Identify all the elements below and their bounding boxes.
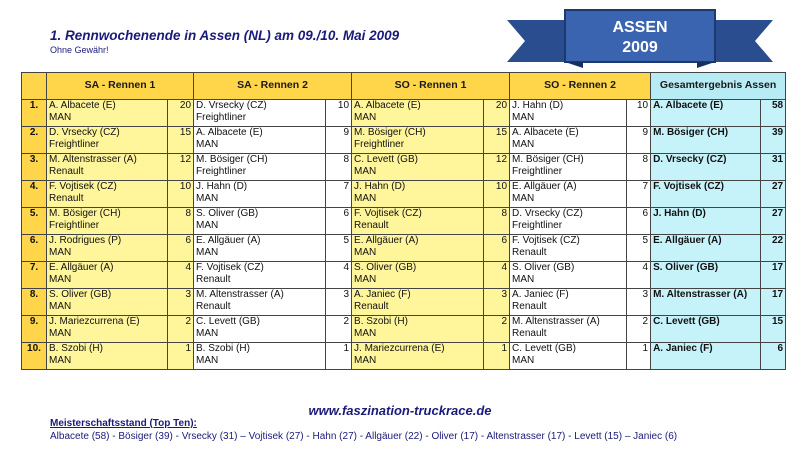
table-row (22, 289, 786, 316)
team-name: Renault (196, 273, 231, 285)
points-cell-so2: 10 (627, 100, 651, 127)
team-name: MAN (196, 192, 219, 204)
driver-name: J. Mariezcurrena (E) (49, 316, 140, 327)
team-name: MAN (196, 219, 219, 231)
total-points-cell: 27 (761, 181, 786, 208)
total-driver-cell: E. Allgäuer (A) (651, 235, 761, 262)
standings-heading: Meisterschaftsstand (Top Ten): (50, 418, 197, 429)
driver-name: M. Altenstrasser (A) (196, 289, 284, 300)
driver-cell-sa1 (47, 127, 168, 154)
table-row (22, 262, 786, 289)
team-name: Freightliner (49, 138, 100, 150)
driver-cell-so1 (352, 316, 484, 343)
total-points-cell: 27 (761, 208, 786, 235)
points-cell-sa2: 2 (326, 316, 352, 343)
points-cell-so1: 1 (484, 343, 510, 370)
points-cell-so1: 2 (484, 316, 510, 343)
team-name: Renault (512, 300, 547, 312)
rank-cell: 1. (22, 100, 47, 127)
points-cell-sa1: 10 (168, 181, 194, 208)
col-header-so-race2: SO - Rennen 2 (510, 73, 651, 100)
driver-cell-so2 (510, 289, 627, 316)
total-driver-cell: C. Levett (GB) (651, 316, 761, 343)
driver-cell-so1 (352, 343, 484, 370)
driver-name: B. Szobi (H) (196, 343, 250, 354)
driver-name: F. Vojtisek (CZ) (49, 181, 117, 192)
driver-name: J. Hahn (D) (354, 181, 406, 192)
team-name: MAN (512, 273, 535, 285)
points-cell-so2: 7 (627, 181, 651, 208)
driver-name: F. Vojtisek (CZ) (354, 208, 422, 219)
driver-name: A. Albacete (E) (354, 100, 421, 111)
driver-cell-sa2 (194, 100, 326, 127)
points-cell-so2: 3 (627, 289, 651, 316)
driver-name: B. Szobi (H) (354, 316, 408, 327)
points-cell-sa2: 4 (326, 262, 352, 289)
driver-cell-sa2 (194, 316, 326, 343)
table-row (22, 127, 786, 154)
rank-cell: 2. (22, 127, 47, 154)
total-driver-cell: S. Oliver (GB) (651, 262, 761, 289)
driver-name: D. Vrsecky (CZ) (512, 208, 583, 219)
total-driver-cell: J. Hahn (D) (651, 208, 761, 235)
table-header-row (22, 73, 786, 100)
disclaimer: Ohne Gewähr! (50, 45, 109, 55)
team-name: Freightliner (354, 138, 405, 150)
team-name: MAN (49, 354, 72, 366)
points-cell-sa2: 8 (326, 154, 352, 181)
driver-name: S. Oliver (GB) (196, 208, 259, 219)
driver-name: A. Janiec (F) (354, 289, 411, 300)
rank-cell: 3. (22, 154, 47, 181)
table-row (22, 235, 786, 262)
driver-name: C. Levett (GB) (354, 154, 418, 165)
driver-cell-so2 (510, 181, 627, 208)
points-cell-sa1: 3 (168, 289, 194, 316)
results-table (21, 72, 786, 370)
team-name: Freightliner (196, 165, 247, 177)
total-points-cell: 6 (761, 343, 786, 370)
points-cell-so2: 1 (627, 343, 651, 370)
banner-year: 2009 (622, 39, 658, 56)
team-name: MAN (49, 273, 72, 285)
total-driver-cell: F. Vojtisek (CZ) (651, 181, 761, 208)
driver-name: J. Rodrigues (P) (49, 235, 122, 246)
col-header-sa-race2: SA - Rennen 2 (194, 73, 352, 100)
points-cell-sa2: 3 (326, 289, 352, 316)
driver-cell-sa2 (194, 127, 326, 154)
points-cell-so2: 8 (627, 154, 651, 181)
points-cell-sa2: 9 (326, 127, 352, 154)
rank-cell: 10. (22, 343, 47, 370)
driver-cell-sa2 (194, 262, 326, 289)
team-name: Renault (354, 300, 389, 312)
driver-cell-so2 (510, 208, 627, 235)
page-title: 1. Rennwochenende in Assen (NL) am 09./10. Mai 2009 (50, 28, 400, 43)
table-row (22, 181, 786, 208)
points-cell-so2: 4 (627, 262, 651, 289)
rank-cell: 5. (22, 208, 47, 235)
driver-cell-so2 (510, 127, 627, 154)
team-name: MAN (354, 327, 377, 339)
driver-name: A. Janiec (F) (512, 289, 569, 300)
points-cell-sa1: 8 (168, 208, 194, 235)
driver-cell-sa1 (47, 316, 168, 343)
driver-name: F. Vojtisek (CZ) (512, 235, 580, 246)
total-driver-cell: A. Janiec (F) (651, 343, 761, 370)
driver-name: F. Vojtisek (CZ) (196, 262, 264, 273)
points-cell-sa2: 5 (326, 235, 352, 262)
rank-header (22, 73, 47, 100)
driver-cell-so1 (352, 181, 484, 208)
driver-cell-so1 (352, 100, 484, 127)
driver-cell-sa1 (47, 235, 168, 262)
points-cell-sa1: 20 (168, 100, 194, 127)
rank-cell: 7. (22, 262, 47, 289)
total-points-cell: 58 (761, 100, 786, 127)
team-name: MAN (354, 246, 377, 258)
driver-name: S. Oliver (GB) (49, 289, 112, 300)
driver-cell-so2 (510, 316, 627, 343)
driver-cell-sa2 (194, 154, 326, 181)
driver-name: M. Altenstrasser (A) (49, 154, 137, 165)
team-name: MAN (354, 192, 377, 204)
banner-city: ASSEN (612, 19, 668, 36)
points-cell-so2: 6 (627, 208, 651, 235)
team-name: MAN (49, 246, 72, 258)
driver-cell-sa2 (194, 208, 326, 235)
team-name: MAN (196, 354, 219, 366)
points-cell-so1: 4 (484, 262, 510, 289)
driver-cell-so2 (510, 262, 627, 289)
team-name: MAN (512, 192, 535, 204)
driver-name: J. Hahn (D) (196, 181, 248, 192)
driver-name: D. Vrsecky (CZ) (196, 100, 267, 111)
driver-cell-sa1 (47, 343, 168, 370)
total-driver-cell: D. Vrsecky (CZ) (651, 154, 761, 181)
banner-ribbon-shape (495, 6, 785, 70)
driver-name: J. Hahn (D) (512, 100, 564, 111)
driver-cell-sa1 (47, 289, 168, 316)
team-name: MAN (512, 111, 535, 123)
driver-cell-sa2 (194, 235, 326, 262)
rank-cell: 4. (22, 181, 47, 208)
points-cell-sa1: 2 (168, 316, 194, 343)
driver-name: E. Allgäuer (A) (196, 235, 261, 246)
points-cell-so1: 15 (484, 127, 510, 154)
team-name: MAN (196, 138, 219, 150)
team-name: MAN (354, 354, 377, 366)
team-name: Renault (512, 246, 547, 258)
driver-name: M. Bösiger (CH) (354, 127, 426, 138)
driver-name: E. Allgäuer (A) (354, 235, 419, 246)
col-header-so-race1: SO - Rennen 1 (352, 73, 510, 100)
team-name: Renault (512, 327, 547, 339)
team-name: MAN (512, 354, 535, 366)
table-row (22, 208, 786, 235)
team-name: MAN (354, 165, 377, 177)
website-link[interactable]: www.faszination-truckrace.de (308, 403, 492, 418)
points-cell-so1: 10 (484, 181, 510, 208)
points-cell-sa1: 12 (168, 154, 194, 181)
points-cell-so1: 12 (484, 154, 510, 181)
rank-cell: 6. (22, 235, 47, 262)
driver-cell-sa1 (47, 262, 168, 289)
driver-cell-so1 (352, 208, 484, 235)
driver-name: A. Albacete (E) (196, 127, 263, 138)
driver-name: J. Mariezcurrena (E) (354, 343, 445, 354)
points-cell-sa2: 7 (326, 181, 352, 208)
driver-name: S. Oliver (GB) (512, 262, 575, 273)
driver-name: E. Allgäuer (A) (512, 181, 577, 192)
driver-name: M. Bösiger (CH) (512, 154, 584, 165)
driver-name: M. Altenstrasser (A) (512, 316, 600, 327)
team-name: MAN (354, 273, 377, 285)
team-name: Freightliner (512, 219, 563, 231)
team-name: MAN (512, 138, 535, 150)
points-cell-so1: 8 (484, 208, 510, 235)
total-points-cell: 39 (761, 127, 786, 154)
driver-cell-so2 (510, 235, 627, 262)
driver-cell-sa1 (47, 208, 168, 235)
driver-name: B. Szobi (H) (49, 343, 103, 354)
table-row (22, 154, 786, 181)
team-name: MAN (196, 246, 219, 258)
team-name: Freightliner (196, 111, 247, 123)
points-cell-so1: 20 (484, 100, 510, 127)
team-name: MAN (49, 300, 72, 312)
total-driver-cell: M. Bösiger (CH) (651, 127, 761, 154)
team-name: Renault (196, 300, 231, 312)
driver-cell-sa1 (47, 154, 168, 181)
points-cell-so1: 6 (484, 235, 510, 262)
table-row (22, 100, 786, 127)
col-header-sa-race1: SA - Rennen 1 (47, 73, 194, 100)
driver-cell-so2 (510, 343, 627, 370)
total-points-cell: 15 (761, 316, 786, 343)
total-points-cell: 17 (761, 289, 786, 316)
total-points-cell: 17 (761, 262, 786, 289)
points-cell-sa1: 4 (168, 262, 194, 289)
total-points-cell: 31 (761, 154, 786, 181)
team-name: Renault (354, 219, 389, 231)
driver-name: A. Albacete (E) (49, 100, 116, 111)
driver-cell-so1 (352, 127, 484, 154)
total-points-cell: 22 (761, 235, 786, 262)
team-name: Freightliner (49, 219, 100, 231)
driver-cell-so1 (352, 262, 484, 289)
driver-cell-sa1 (47, 100, 168, 127)
table-row (22, 316, 786, 343)
points-cell-sa2: 1 (326, 343, 352, 370)
team-name: MAN (196, 327, 219, 339)
points-cell-so2: 9 (627, 127, 651, 154)
assen-banner (495, 6, 785, 70)
driver-cell-sa1 (47, 181, 168, 208)
driver-cell-sa2 (194, 181, 326, 208)
team-name: Renault (49, 165, 84, 177)
driver-name: D. Vrsecky (CZ) (49, 127, 120, 138)
points-cell-sa1: 6 (168, 235, 194, 262)
driver-cell-so2 (510, 154, 627, 181)
driver-cell-so1 (352, 235, 484, 262)
driver-cell-sa2 (194, 289, 326, 316)
col-header-total: Gesamtergebnis Assen (651, 73, 786, 100)
table-row (22, 343, 786, 370)
driver-name: E. Allgäuer (A) (49, 262, 114, 273)
points-cell-so1: 3 (484, 289, 510, 316)
driver-cell-so1 (352, 154, 484, 181)
total-driver-cell: A. Albacete (E) (651, 100, 761, 127)
team-name: MAN (49, 327, 72, 339)
team-name: MAN (49, 111, 72, 123)
driver-cell-so2 (510, 100, 627, 127)
rank-cell: 9. (22, 316, 47, 343)
points-cell-sa1: 15 (168, 127, 194, 154)
rank-cell: 8. (22, 289, 47, 316)
driver-name: A. Albacete (E) (512, 127, 579, 138)
team-name: MAN (354, 111, 377, 123)
points-cell-sa2: 10 (326, 100, 352, 127)
driver-name: S. Oliver (GB) (354, 262, 417, 273)
driver-cell-sa2 (194, 343, 326, 370)
driver-cell-so1 (352, 289, 484, 316)
standings-list: Albacete (58) - Bösiger (39) - Vrsecky (31) – Vojtisek (27) - Hahn (27) - Allgäuer (22) - Oliver (17) - Altenstrasser (17) - Levett (15) – Janiec (6) (50, 431, 678, 442)
points-cell-so2: 5 (627, 235, 651, 262)
team-name: Freightliner (512, 165, 563, 177)
driver-name: C. Levett (GB) (196, 316, 260, 327)
points-cell-sa2: 6 (326, 208, 352, 235)
points-cell-so2: 2 (627, 316, 651, 343)
points-cell-sa1: 1 (168, 343, 194, 370)
team-name: Renault (49, 192, 84, 204)
driver-name: C. Levett (GB) (512, 343, 576, 354)
driver-name: M. Bösiger (CH) (196, 154, 268, 165)
driver-name: M. Bösiger (CH) (49, 208, 121, 219)
total-driver-cell: M. Altenstrasser (A) (651, 289, 761, 316)
